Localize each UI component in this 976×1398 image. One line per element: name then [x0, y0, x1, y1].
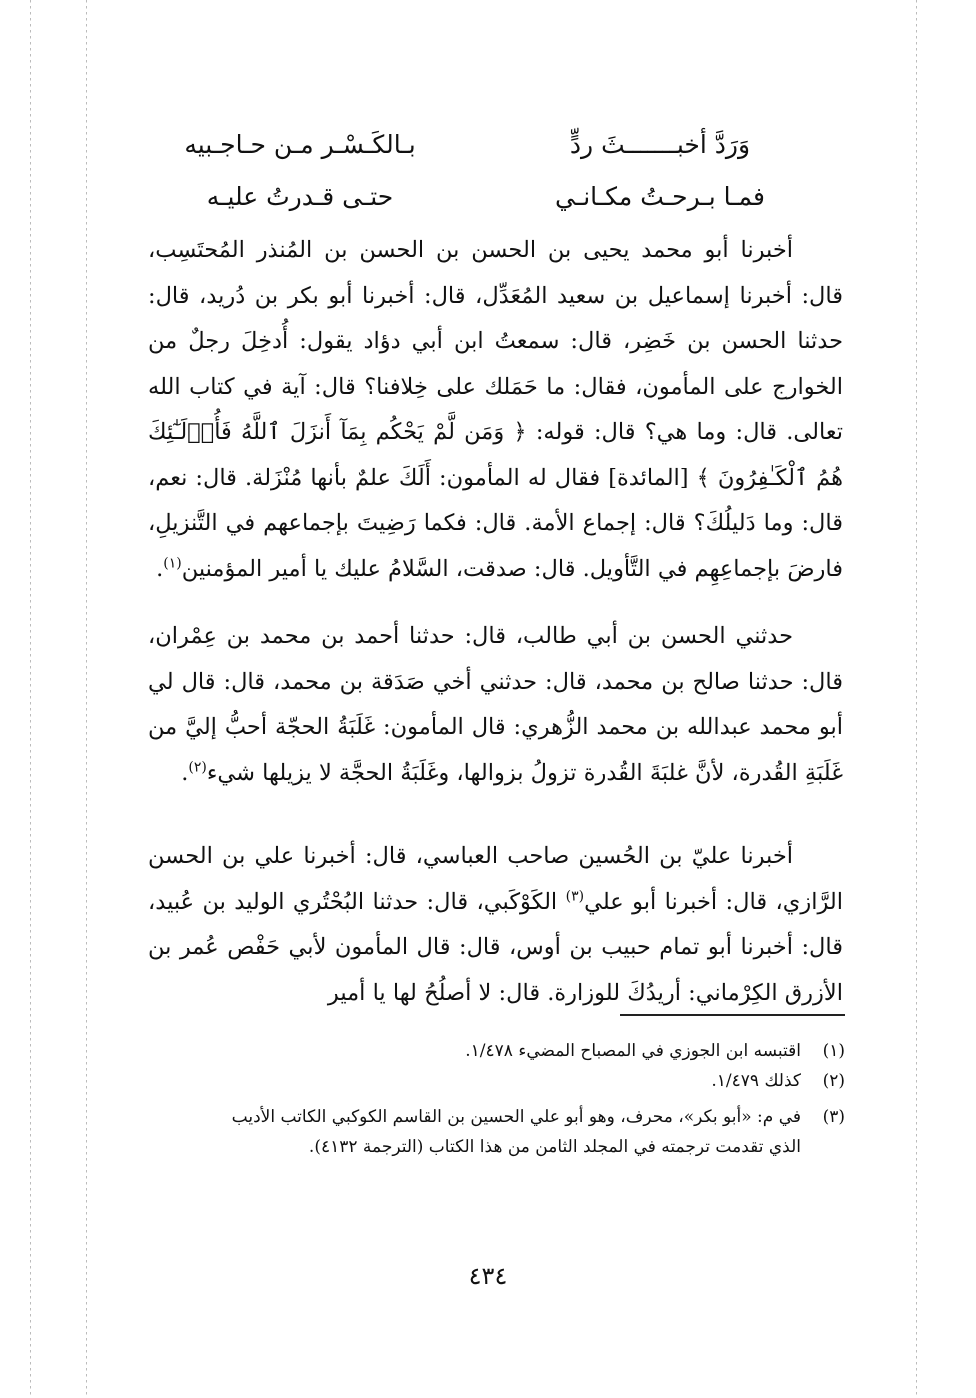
footnote-text: في م: «أبو بكر»، محرف، وهو أبو علي الحسين بن القاسم الكوكبي الكاتب الأديب الذي تقدمت ترجمته في المجلد الثامن من هذا الكتاب (الترجمة ٤١٣٢).	[231, 1107, 801, 1157]
scan-edge-mark-left	[30, 0, 31, 1398]
footnote	[230, 1036, 845, 1066]
verse-first-hemistich: وَرَدَّ أخبـــــــثَ ردٍّ	[569, 130, 751, 159]
footnote-text: كذلك ١/٤٧٩.	[711, 1071, 801, 1091]
paragraph	[148, 834, 843, 1016]
scan-edge-mark-left-inner	[86, 0, 87, 1398]
paragraph-text-end: .	[181, 759, 189, 786]
paragraph-text-end: الكَوْكَبي، قال: حدثنا البُحْتُري الوليد بن عُبيد، قال: أخبرنا أبو تمام حبيب بن أوس، قال: قال المأمون لأبي حَفْص عُمر بن الأزرق الكِرْماني: أريدُكَ للوزارة. قال: لا أصلُحُ لها يا أمير	[148, 888, 843, 1006]
footnote-text: اقتبسه ابن الجوزي في المصباح المضيء ١/٤٧٨.	[465, 1041, 801, 1061]
footnote-reference: (٣)	[565, 888, 585, 904]
footnote-number: (٢)	[822, 1071, 845, 1091]
footnote-number: (١)	[822, 1041, 845, 1061]
poem	[150, 120, 810, 224]
verse-first-hemistich: فمـا بـرحـتُ مكـانـي	[555, 182, 765, 211]
verse-second-hemistich: بـالكَـسْـر مـن حـاجـبيه	[184, 130, 416, 159]
verse-second-hemistich: حتـى قـدرتُ عليـه	[206, 182, 394, 211]
paragraph-text-end: .	[156, 555, 164, 582]
footnote-reference: (١)	[163, 555, 182, 571]
page-number: ٤٣٤	[468, 1262, 508, 1290]
poem-verse	[150, 120, 810, 172]
paragraph-text: حدثني الحسن بن أبي طالب، قال: حدثنا أحمد بن محمد بن عِمْران، قال: حدثنا صالح بن محمد، قال: حدثني أخي صَدَقة بن محمد، قال: قال لي أبو محمد عبدالله بن محمد الزُّهري: قال المأمون: غَلَبَةُ الحجّة أحبُّ إليَّ من غَلَبَةِ القُدرة، لأنَّ غلبَةَ القُدرة تزولُ بزوالها، وغَلَبَةُ الحجَّة لا يزيلها شيء	[148, 623, 843, 786]
footnote-separator	[620, 1014, 845, 1016]
paragraph-text: أخبرنا عليّ بن الحُسين صاحب العباسي، قال: أخبرنا علي بن الحسن الرَّازي، قال: أخبرنا أبو علي	[148, 843, 843, 915]
footnote	[230, 1102, 845, 1162]
footnote-number: (٣)	[822, 1107, 845, 1127]
footnote	[230, 1066, 845, 1096]
footnote-reference: (٢)	[188, 759, 207, 775]
footnotes	[230, 1036, 845, 1162]
scan-edge-mark-right	[916, 0, 917, 1398]
paragraph-text: أخبرنا أبو محمد يحيى بن الحسن بن الحسن بن المُنذر المُحتَسِب، قال: أخبرنا إسماعيل بن سعيد المُعَدِّل، قال: أخبرنا أبو بكر بن دُريد، قال: حدثنا الحسن بن خَضِر، قال: سمعتُ ابن أبي دؤاد يقول: أُدخِلَ رجلٌ من الخوارج على المأمون، فقال: ما حَمَلك على خِلافنا؟ قال: آية في كتاب الله تعالى. قال: وما هي؟ قال: قوله: ﴿ وَمَن لَّمْ يَحْكُم بِمَآ أَنزَلَ ٱللَّهُ فَأُو۟لَـٰٓئِكَ هُمُ ٱلْكَـٰفِرُونَ ﴾ [المائدة] فقال له المأمون: أَلَكَ علمٌ بأنها مُنْزَلة. قال: نعم، قال: وما دَليلُكَ؟ قال: إجماع الأمة. قال: فكما رَضِيتَ بإجماعهم في التَّنزيلِ، فارضَ بإجماعِهِم في التَّأويل. قال: صدقت، السَّلامُ عليك يا أمير المؤمنين	[148, 237, 843, 582]
paragraph	[148, 228, 843, 592]
poem-verse	[150, 172, 810, 224]
paragraph	[148, 614, 843, 796]
